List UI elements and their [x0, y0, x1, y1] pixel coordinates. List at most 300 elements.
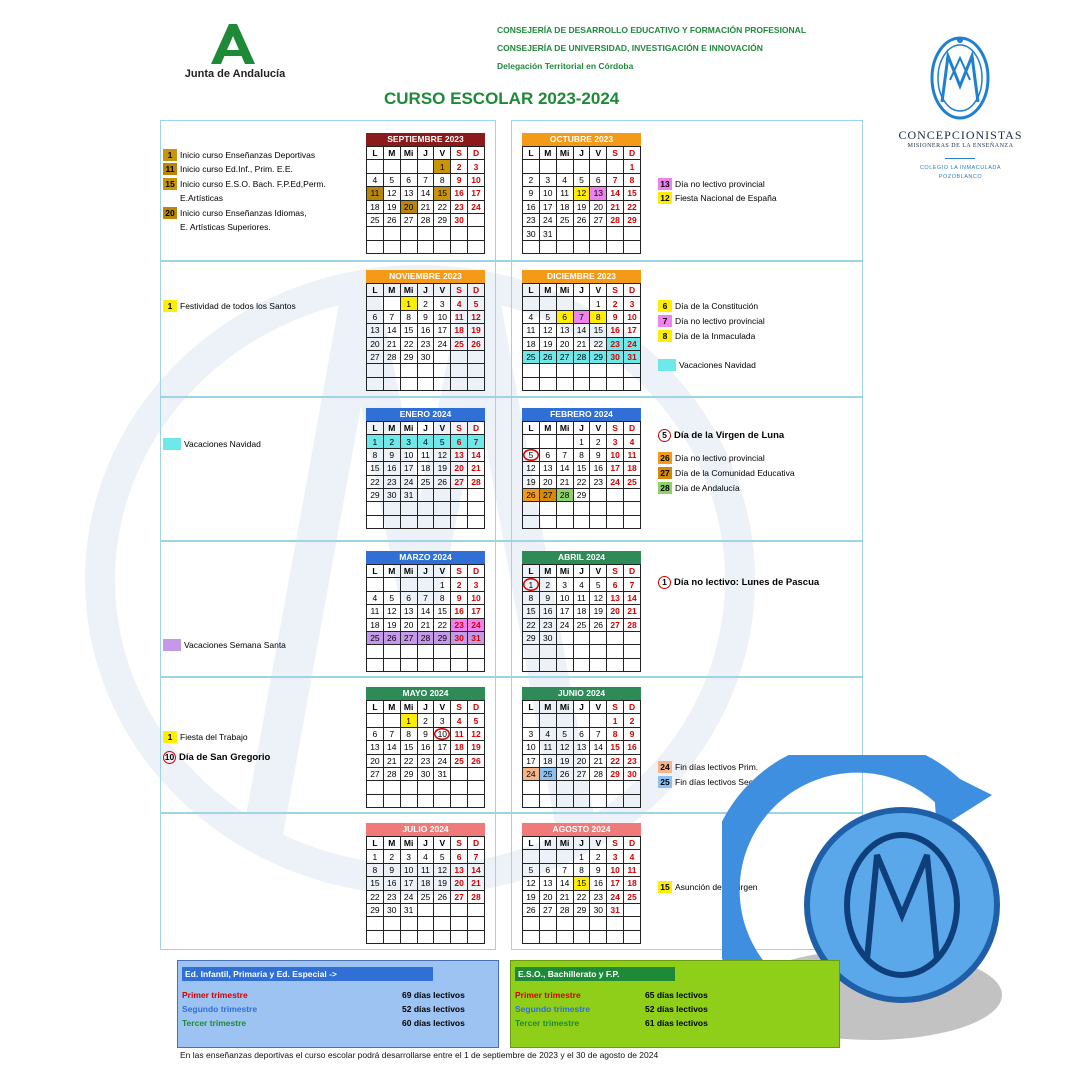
- day-cell: 22: [590, 337, 607, 350]
- empty-cell: [383, 160, 400, 173]
- empty-cell: [539, 515, 556, 528]
- calendar-title: MARZO 2024: [366, 551, 485, 564]
- empty-cell: [590, 364, 607, 377]
- empty-cell: [451, 364, 468, 377]
- footer-note: En las enseñanzas deportivas el curso escolar podrá desarrollarse entre el 1 de septiembre de 2023 y el 30 de agosto de 2024: [180, 1050, 659, 1060]
- empty-cell: [556, 781, 573, 794]
- empty-cell: [468, 767, 485, 780]
- day-cell: 6: [367, 727, 384, 740]
- empty-cell: [367, 297, 384, 310]
- day-cell: 21: [383, 337, 400, 350]
- empty-cell: [468, 377, 485, 390]
- day-cell: 8: [400, 310, 417, 323]
- row-divider-2: [160, 396, 863, 398]
- day-cell: 30: [451, 213, 468, 226]
- day-cell: 16: [383, 462, 400, 475]
- day-cell: 8: [434, 591, 451, 604]
- empty-cell: [590, 515, 607, 528]
- day-cell: 8: [573, 863, 590, 876]
- day-cell: 27: [451, 890, 468, 903]
- weekday-header: Mi: [556, 422, 573, 435]
- empty-cell: [607, 781, 624, 794]
- empty-cell: [367, 781, 384, 794]
- empty-cell: [624, 930, 641, 943]
- weekday-header: D: [624, 284, 641, 297]
- day-cell: 26: [590, 618, 607, 631]
- calendar-july: [366, 823, 485, 944]
- empty-cell: [383, 781, 400, 794]
- empty-cell: [468, 227, 485, 240]
- day-cell: 1: [367, 850, 384, 863]
- legend-circle-marker: 10: [164, 752, 175, 762]
- weekday-header: L: [367, 701, 384, 714]
- empty-cell: [523, 917, 540, 930]
- empty-cell: [417, 160, 434, 173]
- empty-cell: [573, 515, 590, 528]
- legend-circle-marker: 5: [658, 429, 671, 442]
- day-cell: 18: [573, 605, 590, 618]
- day-cell: 27: [556, 350, 573, 363]
- empty-cell: [400, 578, 417, 591]
- empty-cell: [367, 515, 384, 528]
- empty-cell: [468, 364, 485, 377]
- legend-item: [658, 451, 765, 464]
- weekday-header: S: [607, 565, 624, 578]
- day-cell: 1: [573, 435, 590, 448]
- day-cell: 22: [367, 475, 384, 488]
- weekday-header: S: [451, 147, 468, 160]
- legend-item: [658, 191, 777, 204]
- day-cell: 2: [523, 173, 540, 186]
- day-cell: 14: [556, 877, 573, 890]
- legend-text: Vacaciones Navidad: [184, 438, 261, 449]
- weekday-header: D: [468, 837, 485, 850]
- empty-cell: [434, 377, 451, 390]
- concepcionistas-logo: [928, 30, 992, 124]
- day-cell: 18: [624, 462, 641, 475]
- empty-cell: [539, 364, 556, 377]
- legend-circled-item: [658, 429, 784, 442]
- legend-text: Día de San Gregorio: [179, 752, 271, 763]
- day-cell: 12: [556, 741, 573, 754]
- day-cell: 13: [539, 877, 556, 890]
- weekday-header: J: [417, 565, 434, 578]
- empty-cell: [451, 227, 468, 240]
- day-cell: 22: [434, 200, 451, 213]
- day-cell: 20: [367, 754, 384, 767]
- day-cell: 30: [607, 350, 624, 363]
- weekday-header: L: [523, 701, 540, 714]
- empty-cell: [451, 350, 468, 363]
- empty-cell: [383, 377, 400, 390]
- empty-cell: [523, 435, 540, 448]
- weekday-header: Mi: [400, 837, 417, 850]
- day-cell: 30: [417, 350, 434, 363]
- empty-cell: [624, 502, 641, 515]
- day-cell: 10: [400, 863, 417, 876]
- weekday-header: V: [434, 565, 451, 578]
- weekday-header: J: [417, 284, 434, 297]
- day-cell: 11: [367, 605, 384, 618]
- empty-cell: [573, 377, 590, 390]
- legend-text: Día de la Constitución: [675, 300, 759, 311]
- calendar-title: ENERO 2024: [366, 408, 485, 421]
- weekday-header: J: [573, 837, 590, 850]
- day-cell: 19: [523, 890, 540, 903]
- day-cell: 1: [624, 160, 641, 173]
- empty-cell: [573, 794, 590, 807]
- day-cell: 18: [367, 618, 384, 631]
- day-cell: 21: [607, 200, 624, 213]
- legend-swatch: 13: [658, 178, 672, 190]
- day-cell: 16: [590, 462, 607, 475]
- day-cell: 7: [468, 850, 485, 863]
- day-cell: 3: [434, 714, 451, 727]
- empty-cell: [539, 794, 556, 807]
- legend-text: Día no lectivo: Lunes de Pascua: [674, 577, 820, 588]
- day-cell: 31: [539, 227, 556, 240]
- day-cell: 17: [539, 200, 556, 213]
- weekday-header: Mi: [556, 837, 573, 850]
- empty-cell: [400, 377, 417, 390]
- empty-cell: [523, 502, 540, 515]
- day-cell: 8: [624, 173, 641, 186]
- day-cell: 3: [607, 850, 624, 863]
- summary-primary-row-1: Primer trimestre 69 días lectivos: [182, 990, 465, 1000]
- day-cell: 9: [451, 173, 468, 186]
- day-cell: 25: [523, 350, 540, 363]
- legend-item: [658, 314, 765, 327]
- day-cell: 15: [573, 877, 590, 890]
- day-cell: 26: [523, 903, 540, 916]
- empty-cell: [573, 658, 590, 671]
- day-cell: 16: [417, 741, 434, 754]
- empty-cell: [383, 515, 400, 528]
- day-cell: 11: [573, 591, 590, 604]
- calendar-january: [366, 408, 485, 529]
- weekday-header: J: [417, 147, 434, 160]
- day-cell: 6: [539, 863, 556, 876]
- empty-cell: [539, 377, 556, 390]
- day-cell: 10: [400, 448, 417, 461]
- day-cell: 2: [451, 578, 468, 591]
- weekday-header: L: [523, 422, 540, 435]
- empty-cell: [556, 435, 573, 448]
- legend-item: [163, 177, 326, 190]
- day-cell: 10: [539, 187, 556, 200]
- day-cell: 29: [523, 631, 540, 644]
- legend-swatch: 28: [658, 482, 672, 494]
- day-cell: 21: [573, 337, 590, 350]
- brand-divider: [945, 158, 975, 159]
- empty-cell: [624, 377, 641, 390]
- day-cell: 8: [434, 173, 451, 186]
- empty-cell: [539, 917, 556, 930]
- weekday-header: J: [417, 701, 434, 714]
- weekday-header: Mi: [556, 565, 573, 578]
- day-cell: 13: [590, 187, 607, 200]
- day-cell: 30: [590, 903, 607, 916]
- empty-cell: [523, 794, 540, 807]
- empty-cell: [367, 917, 384, 930]
- day-cell: 18: [451, 741, 468, 754]
- day-cell: 15: [590, 324, 607, 337]
- day-cell: 6: [451, 435, 468, 448]
- empty-cell: [590, 658, 607, 671]
- day-cell: 27: [367, 767, 384, 780]
- day-cell: 11: [367, 187, 384, 200]
- legend-text: E. Artísticas Superiores.: [180, 221, 271, 232]
- day-cell: 3: [523, 727, 540, 740]
- empty-cell: [434, 364, 451, 377]
- weekday-header: Mi: [556, 701, 573, 714]
- day-cell: 18: [523, 337, 540, 350]
- empty-cell: [451, 917, 468, 930]
- empty-cell: [468, 930, 485, 943]
- day-cell: 27: [539, 488, 556, 501]
- empty-cell: [451, 645, 468, 658]
- empty-cell: [590, 502, 607, 515]
- weekday-header: D: [468, 284, 485, 297]
- empty-cell: [383, 578, 400, 591]
- weekday-header: D: [624, 147, 641, 160]
- day-cell: 3: [400, 850, 417, 863]
- empty-cell: [556, 160, 573, 173]
- summary-primary: [177, 960, 499, 1048]
- empty-cell: [468, 917, 485, 930]
- day-cell: 25: [624, 890, 641, 903]
- day-cell: 31: [468, 631, 485, 644]
- empty-cell: [523, 658, 540, 671]
- empty-cell: [573, 714, 590, 727]
- day-cell: 9: [523, 187, 540, 200]
- day-cell: 22: [573, 890, 590, 903]
- day-cell: 14: [468, 448, 485, 461]
- day-cell: 6: [451, 850, 468, 863]
- empty-cell: [556, 502, 573, 515]
- day-cell: 5: [383, 591, 400, 604]
- day-cell: 9: [590, 863, 607, 876]
- empty-cell: [556, 850, 573, 863]
- day-cell: 14: [624, 591, 641, 604]
- weekday-header: J: [417, 422, 434, 435]
- empty-cell: [434, 917, 451, 930]
- day-cell: 28: [468, 890, 485, 903]
- day-cell: 27: [400, 213, 417, 226]
- day-cell: 24: [468, 618, 485, 631]
- weekday-header: V: [590, 837, 607, 850]
- day-cell: 31: [607, 903, 624, 916]
- empty-cell: [417, 903, 434, 916]
- weekday-header: S: [607, 284, 624, 297]
- weekday-header: S: [451, 422, 468, 435]
- day-cell: 27: [590, 213, 607, 226]
- empty-cell: [556, 714, 573, 727]
- day-cell: 21: [383, 754, 400, 767]
- day-cell: 23: [590, 475, 607, 488]
- day-cell: 22: [607, 754, 624, 767]
- consejeria-line-2: CONSEJERÍA DE UNIVERSIDAD, INVESTIGACIÓN E INNOVACIÓN: [497, 43, 763, 53]
- day-cell: 2: [539, 578, 556, 591]
- empty-cell: [417, 377, 434, 390]
- empty-cell: [451, 903, 468, 916]
- day-cell: 13: [539, 462, 556, 475]
- summary-secondary-row-2: Segundo trimestre 52 días lectivos: [515, 1004, 708, 1014]
- legend-text: Inicio curso Ed.Inf., Prim. E.E.: [180, 163, 293, 174]
- empty-cell: [367, 578, 384, 591]
- day-cell: 11: [539, 741, 556, 754]
- day-cell: 9: [607, 310, 624, 323]
- day-cell: 29: [624, 213, 641, 226]
- day-cell: 29: [434, 213, 451, 226]
- empty-cell: [468, 240, 485, 253]
- empty-cell: [624, 903, 641, 916]
- empty-cell: [556, 297, 573, 310]
- empty-cell: [367, 240, 384, 253]
- legend-text: Inicio curso Enseñanzas Deportivas: [180, 149, 316, 160]
- empty-cell: [400, 364, 417, 377]
- calendar-may: [366, 687, 485, 808]
- calendar-february: [522, 408, 641, 529]
- day-cell: 6: [400, 591, 417, 604]
- day-cell: 17: [523, 754, 540, 767]
- day-cell: 15: [434, 605, 451, 618]
- junta-andalucia-logo: [205, 22, 261, 66]
- legend-item: [163, 638, 286, 651]
- day-cell: 13: [451, 863, 468, 876]
- day-cell: 7: [417, 591, 434, 604]
- day-cell: 9: [417, 310, 434, 323]
- legend-swatch: 8: [658, 330, 672, 342]
- day-cell: 13: [367, 741, 384, 754]
- legend-item: [163, 437, 261, 450]
- day-cell: 5: [468, 297, 485, 310]
- empty-cell: [417, 240, 434, 253]
- day-cell: 5: [383, 173, 400, 186]
- weekday-header: S: [607, 701, 624, 714]
- day-cell: 4: [523, 310, 540, 323]
- day-cell: 2: [590, 435, 607, 448]
- org-name: Junta de Andalucía: [184, 68, 286, 80]
- empty-cell: [468, 794, 485, 807]
- empty-cell: [556, 917, 573, 930]
- day-cell: 11: [523, 324, 540, 337]
- day-cell: 5: [434, 435, 451, 448]
- empty-cell: [434, 781, 451, 794]
- day-cell: 24: [624, 337, 641, 350]
- calendar-december: [522, 270, 641, 391]
- weekday-header: M: [539, 284, 556, 297]
- legend-text: Día no lectivo provincial: [675, 452, 765, 463]
- empty-cell: [400, 930, 417, 943]
- weekday-header: V: [590, 422, 607, 435]
- empty-cell: [400, 794, 417, 807]
- day-cell: 11: [556, 187, 573, 200]
- day-cell: 15: [523, 605, 540, 618]
- weekday-header: V: [434, 284, 451, 297]
- day-cell: 10: [468, 173, 485, 186]
- legend-text: Fin días lectivos Prim.: [675, 761, 759, 772]
- empty-cell: [607, 240, 624, 253]
- empty-cell: [556, 930, 573, 943]
- day-cell: 8: [590, 310, 607, 323]
- day-cell: 21: [417, 200, 434, 213]
- summary-primary-heading: Ed. Infantil, Primaria y Ed. Especial ->: [182, 967, 433, 981]
- weekday-header: Mi: [556, 284, 573, 297]
- day-cell: 19: [434, 462, 451, 475]
- day-cell: 24: [556, 618, 573, 631]
- day-cell: 6: [400, 173, 417, 186]
- day-cell: 19: [539, 337, 556, 350]
- day-cell: 3: [624, 297, 641, 310]
- day-cell: 27: [573, 767, 590, 780]
- empty-cell: [607, 502, 624, 515]
- empty-cell: [590, 631, 607, 644]
- day-cell: 15: [624, 187, 641, 200]
- legend-item: [163, 730, 248, 743]
- day-cell: 6: [607, 578, 624, 591]
- day-cell: 29: [367, 488, 384, 501]
- day-cell: 3: [607, 435, 624, 448]
- day-cell: 13: [400, 605, 417, 618]
- day-cell: 23: [539, 618, 556, 631]
- weekday-header: L: [523, 837, 540, 850]
- day-cell: 13: [367, 324, 384, 337]
- empty-cell: [451, 930, 468, 943]
- day-cell: 16: [607, 324, 624, 337]
- legend-swatch: 1: [163, 149, 177, 161]
- legend-circled-item: [658, 576, 819, 589]
- day-cell: 4: [556, 173, 573, 186]
- legend-text: E.Artísticas: [180, 192, 223, 203]
- empty-cell: [367, 794, 384, 807]
- legend-swatch: 6: [658, 300, 672, 312]
- calendar-title: AGOSTO 2024: [522, 823, 641, 836]
- empty-cell: [539, 160, 556, 173]
- weekday-header: S: [451, 565, 468, 578]
- empty-cell: [434, 645, 451, 658]
- day-cell: 25: [556, 213, 573, 226]
- summary-secondary-row-3: Tercer trimestre 61 días lectivos: [515, 1018, 708, 1028]
- day-cell: 26: [434, 890, 451, 903]
- day-cell: 24: [434, 337, 451, 350]
- legend-circle-marker: 1: [658, 576, 671, 589]
- day-cell: 15: [367, 877, 384, 890]
- weekday-header: V: [590, 565, 607, 578]
- weekday-header: D: [624, 701, 641, 714]
- day-cell: 19: [383, 618, 400, 631]
- day-cell: 17: [556, 605, 573, 618]
- empty-cell: [590, 645, 607, 658]
- day-cell: 9: [539, 591, 556, 604]
- day-cell: 25: [417, 890, 434, 903]
- legend-swatch: [658, 359, 676, 371]
- empty-cell: [367, 658, 384, 671]
- day-cell: 24: [539, 213, 556, 226]
- day-cell: 29: [590, 350, 607, 363]
- empty-cell: [434, 515, 451, 528]
- day-cell: 12: [434, 448, 451, 461]
- empty-cell: [556, 645, 573, 658]
- day-cell: 29: [607, 767, 624, 780]
- day-cell: 14: [417, 605, 434, 618]
- day-cell: 11: [624, 863, 641, 876]
- day-cell: 1: [434, 578, 451, 591]
- day-cell: 18: [417, 877, 434, 890]
- empty-cell: [539, 240, 556, 253]
- legend-item: [658, 177, 765, 190]
- day-cell: 22: [400, 754, 417, 767]
